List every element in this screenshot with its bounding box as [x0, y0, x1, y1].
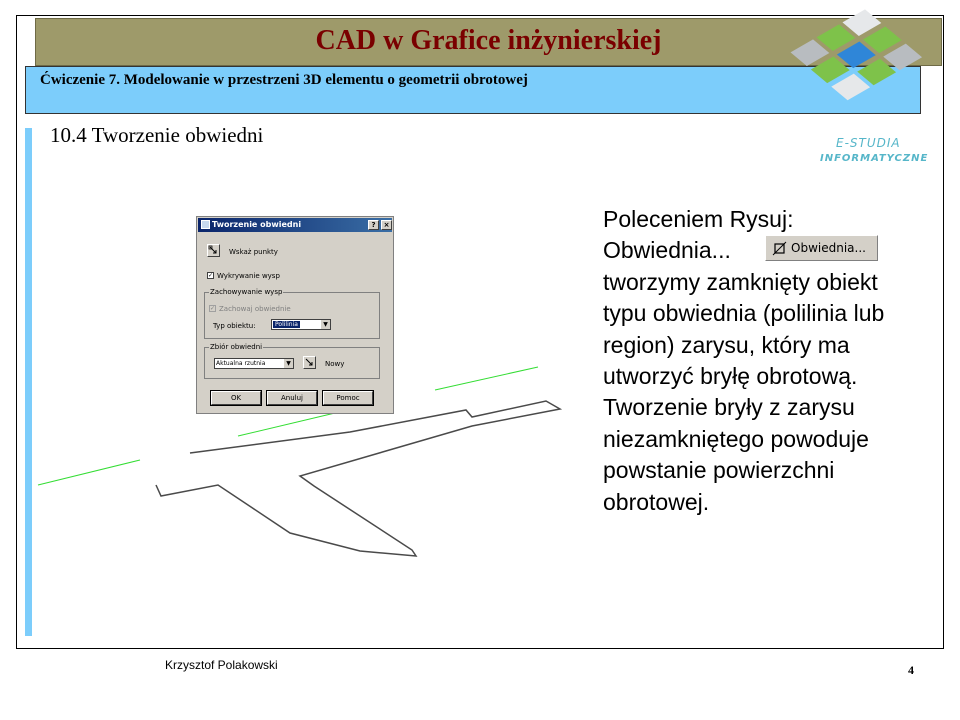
profile-outline — [156, 401, 560, 556]
axis-line — [38, 460, 140, 485]
slide-title: CAD w Grafice inżynierskiej — [315, 25, 662, 56]
logo-tile — [811, 56, 850, 83]
description-line: Tworzenie bryły z zarysu — [603, 394, 855, 421]
island-group-label: Zachowywanie wysp — [210, 288, 283, 296]
logo-tile — [842, 9, 881, 36]
object-type-value: Polilinia — [275, 321, 298, 328]
logo-tile — [857, 59, 896, 86]
dialog-title: Tworzenie obwiedni — [212, 220, 302, 229]
help-button[interactable]: Pomoc — [323, 391, 373, 405]
dialog-titlebar[interactable] — [198, 218, 392, 232]
keep-boundary-checkbox[interactable]: ✓ — [210, 305, 216, 312]
select-objects-icon — [304, 357, 315, 368]
help-title-button[interactable]: ? — [368, 220, 379, 230]
logo-tile — [791, 39, 830, 66]
description-line: obrotowej. — [603, 488, 710, 515]
boundary-dialog — [196, 216, 394, 414]
object-type-select[interactable] — [271, 319, 331, 330]
pick-points-label: Wskaż punkty — [229, 248, 278, 256]
logo-line2: INFORMATYCZNE — [820, 153, 929, 164]
island-detection-checkbox[interactable]: ✓ — [208, 272, 214, 279]
close-title-button[interactable]: × — [381, 220, 392, 230]
logo-line1: E-STUDIA — [836, 136, 901, 150]
boundary-set-group-label: Zbiór obwiedni — [210, 343, 263, 351]
footer-author: Krzysztof Polakowski — [165, 658, 278, 672]
island-detection-label: Wykrywanie wysp — [217, 272, 280, 280]
logo-tile — [883, 44, 922, 71]
boundary-command-button[interactable] — [765, 235, 878, 261]
description-line: niezamkniętego powoduje — [603, 425, 869, 452]
keep-boundary-label: Zachowaj obwiednie — [219, 305, 291, 313]
description-line: region) zarysu, który ma — [603, 331, 850, 358]
slide-subtitle: Ćwiczenie 7. Modelowanie w przestrzeni 3D elementu o geometrii obrotowej — [40, 72, 528, 88]
boundary-command-label: Obwiednia... — [791, 241, 866, 255]
new-boundary-set-button[interactable] — [303, 356, 316, 369]
description-line: utworzyć bryłę obrotową. — [603, 363, 858, 390]
boundary-set-value: Aktualna rzutnia — [216, 360, 266, 367]
object-type-label: Typ obiektu: — [213, 322, 256, 330]
logo-tile — [863, 26, 902, 53]
new-label: Nowy — [325, 360, 345, 368]
axis-line — [238, 413, 335, 436]
axis-line — [435, 367, 538, 390]
boundary-icon — [772, 241, 787, 256]
dropdown-arrow-icon: ▼ — [284, 359, 293, 368]
section-heading: 10.4 Tworzenie obwiedni — [50, 123, 264, 147]
page-number: 4 — [908, 663, 914, 677]
boundary-set-select[interactable] — [214, 358, 294, 369]
logo-tile — [817, 24, 856, 51]
description-line: powstanie powierzchni — [603, 457, 835, 484]
description-line: tworzymy zamknięty obiekt — [603, 268, 878, 295]
pick-points-button[interactable] — [207, 244, 220, 257]
description-line: typu obwiednia (polilinia lub — [603, 300, 885, 327]
pick-points-icon — [208, 245, 219, 256]
cancel-button[interactable]: Anuluj — [267, 391, 317, 405]
logo-tile — [837, 41, 876, 68]
island-group — [204, 288, 380, 339]
ok-button[interactable]: OK — [211, 391, 261, 405]
subtitle-bar — [25, 66, 921, 114]
description-line: Obwiednia... — [603, 237, 731, 264]
description-line: Poleceniem Rysuj: — [603, 206, 794, 232]
logo-tile — [831, 74, 870, 101]
dropdown-arrow-icon: ▼ — [321, 320, 330, 329]
dialog-app-icon — [201, 220, 210, 229]
